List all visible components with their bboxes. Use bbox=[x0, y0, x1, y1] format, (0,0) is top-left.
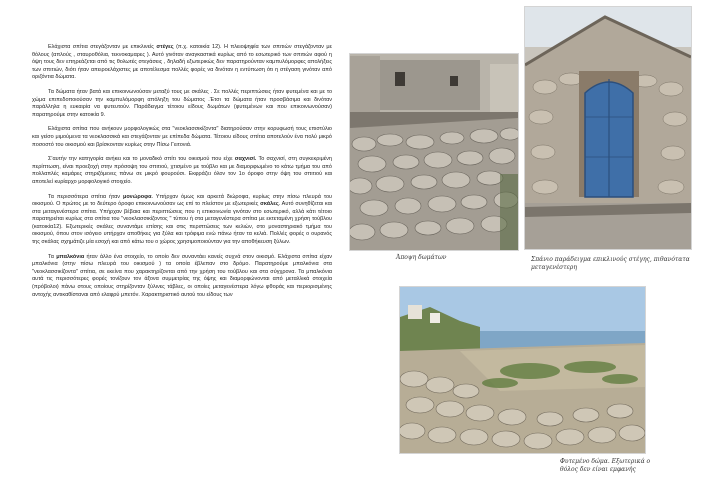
emphasized-term: σκάλες bbox=[260, 201, 279, 208]
text-run: . Υπήρχαν όμως και αρκετά διώροφα, κυρίως στην πίσω πλευρά του οικισμού. Ο πρώτος με το δεύτερο όροφο επικοινωνούσαν ως επί το πλείστον με εξωτερικές bbox=[32, 193, 333, 208]
body-text-column bbox=[32, 44, 332, 306]
photo-planted-terrace bbox=[399, 286, 646, 454]
text-run: Τα bbox=[48, 253, 57, 260]
text-run: Τα περισσότερα σπίτια ήταν bbox=[48, 193, 123, 200]
text-run: . Αυτό συνηθίζεται και στα μεταγενέστερα σπίτια. Υπήρχαν βέβαια και περιπτώσεις που η επικοινωνία γινόταν στο εσωτερικό, αλλά κάτι τέτοιο παρατηρείται κυρίως στα σπίτια του "νεοκλασσικίζοντος " τύπου ή στα μεταγενέστερα σπίτια με εκτεταμένη χρήση τούβλου (κατοικία12). Εξωτερικές σκάλες συναντάμε επίσης και στις περιπτώσεις των κελιών, στο μοναστηριακό τμήμα του οικισμού, όπου στον ισόγειο υπήρχαν αποθήκες για ξύλα και τρόφιμα ενώ πάνω ήταν τα κελιά. Πολλές φορές ο ουρανός της σκάλας σχημάτιζε μία εσοχή και από κάτω του ο χώρος χρησιμοποιούνταν για την αποθήκευση ξύλων. bbox=[32, 201, 332, 246]
paragraph-roof-terraces bbox=[32, 89, 332, 119]
paragraph-neoclassical bbox=[32, 126, 332, 149]
text-run: Τα δώματα ήταν βατά και επικοινωνούσαν μεταξύ τους με σκάλες . Σε πολλές περιπτώσεις ήταν φυτεμένα και με το χώμα επιπεδοποιούσαν την καμπυλόμορφη απόληξη του δώματος .Έτσι τα δώματα ήταν προσβάσιμα και δινόταν παράλληλα η ευκαιρία να φυτευτούν. Παράδειγμα τέτοιου είδους δωμάτων (φυτεμένων και που επικοινωνούσαν) παρατηρούμε στην κατοικία 9. bbox=[32, 88, 332, 118]
photo-pitched-roof-house bbox=[524, 6, 692, 250]
paragraph-roofs bbox=[32, 44, 332, 82]
emphasized-term: στέγες bbox=[156, 44, 174, 50]
photo-roof-terraces bbox=[349, 53, 519, 251]
paragraph-sachnisi bbox=[32, 156, 332, 186]
caption-roof-terraces: Άποψη δωμάτων bbox=[396, 254, 447, 261]
text-run: (π.χ. κατοικία 12). Η πλειοψηφία των σπιτιών στεγάζονταν με θόλους (απλούς , σταυροθόλια, τεκνοκαμαρες ). Αυτό γινόταν αναγκαστικά κυρίως από το εσωτερικό των σπιτιών αφού η όψη τους δεν επηρεάζεται από τις θολωτές στεγάσεις , δηλαδή εξωτερικώς δεν παρατηρούνταν καμπυλόμορφες απολήξεις των σπιτιών, διότι ήταν απειροελάχιστες με αποτέλεσμα πολλές φορές να δινόταν η εντύπωση ότι η στέγαση γινόταν από οριζόντια δώματα. bbox=[32, 44, 332, 81]
emphasized-term: μπαλκόνια bbox=[56, 253, 85, 260]
text-run: Το σαχνισί, στη συγκεκριμένη περίπτωση, είναι προεξοχή στην πρόσοψη του σπιτιού, χτισμένο με τούβλο και με διαμορφωμένο το κάτω τμήμα του από πολλαπλές καμάρες στηριζόμενες πάνω σε μικρό φουρούσι. Εκφράζει όλον τον 1ο όροφο στην όψη του σπιτιού και αποτελεί κυρίαρχο μορφολογικό στοιχείο. bbox=[32, 156, 332, 185]
emphasized-term: σαχνισί. bbox=[234, 156, 257, 163]
emphasized-term: μονώροφα bbox=[122, 193, 152, 200]
caption-planted-terrace: Φυτεμένο δώμα. Εξωτερικά ο θόλος δεν είναι εμφανής bbox=[560, 458, 651, 473]
paragraph-stairs bbox=[32, 194, 332, 247]
text-run: ήταν άλλο ένα στοιχείο, το οποίο δεν συναντάει κανείς συχνά στον οικισμό. Ελάχιστα σπίτια είχαν μπαλκόνια (στην πίσω πλευρά του οικισμού ) τα οποία έβλεπαν στο δρόμο. Παρατηρούμε μπαλκόνια στα "νεοκλασσικίζοντα" σπίτια, σε εκείνα που χαρακτηρίζονται από την χρήση του τούβλου και στα σύγχρονα. Τα μπαλκόνια αυτά τις περισσότερες φορές τονίζουν τον άξονα συμμετρίας της όψης και διαμορφώνονται από μεταλλικά στοιχεία (πρόβολοι) πάνω στους οποίους στηρίζονταν ξύλινες τάβλες, οι οποίες μεταγενέστερα λόγω φθοράς και περιορισμένης αντοχής αντικαθίσταναι από ελαφρύ μπετόν. Χαρακτηριστικό αυτού του είδους των bbox=[32, 253, 332, 298]
text-run: Ελάχιστα σπίτια στεγάζονταν με επικλινείς bbox=[48, 44, 157, 50]
text-run: Ελάχιστα σπίτια που ανήκουν μορφολογικώς στα "νεοκλασσικίζοντα" διατηρούσαν στην κορυφωσή τους επιστύλιο και γείσο μιμούμενα τα νεοκλασσικά και στεγάζονταν με επίπεδα δώματα. Τέτοιου είδους σπίτια αποτελούν ένα πολύ μικρό ποσοστό του οικισμού και βρίσκονταν κυρίως στην Πίσω Γειτονιά. bbox=[32, 126, 332, 148]
caption-pitched-roof: Σπάνιο παράδειγμα επικλινούς στέγης, πιθανότατα μεταγενέστερη bbox=[531, 256, 690, 271]
text-run: Σ'αυτήν την κατηγορία ανήκει και το μοναδικό σπίτι του οικισμού που είχε bbox=[48, 156, 235, 163]
paragraph-balconies bbox=[32, 254, 332, 300]
